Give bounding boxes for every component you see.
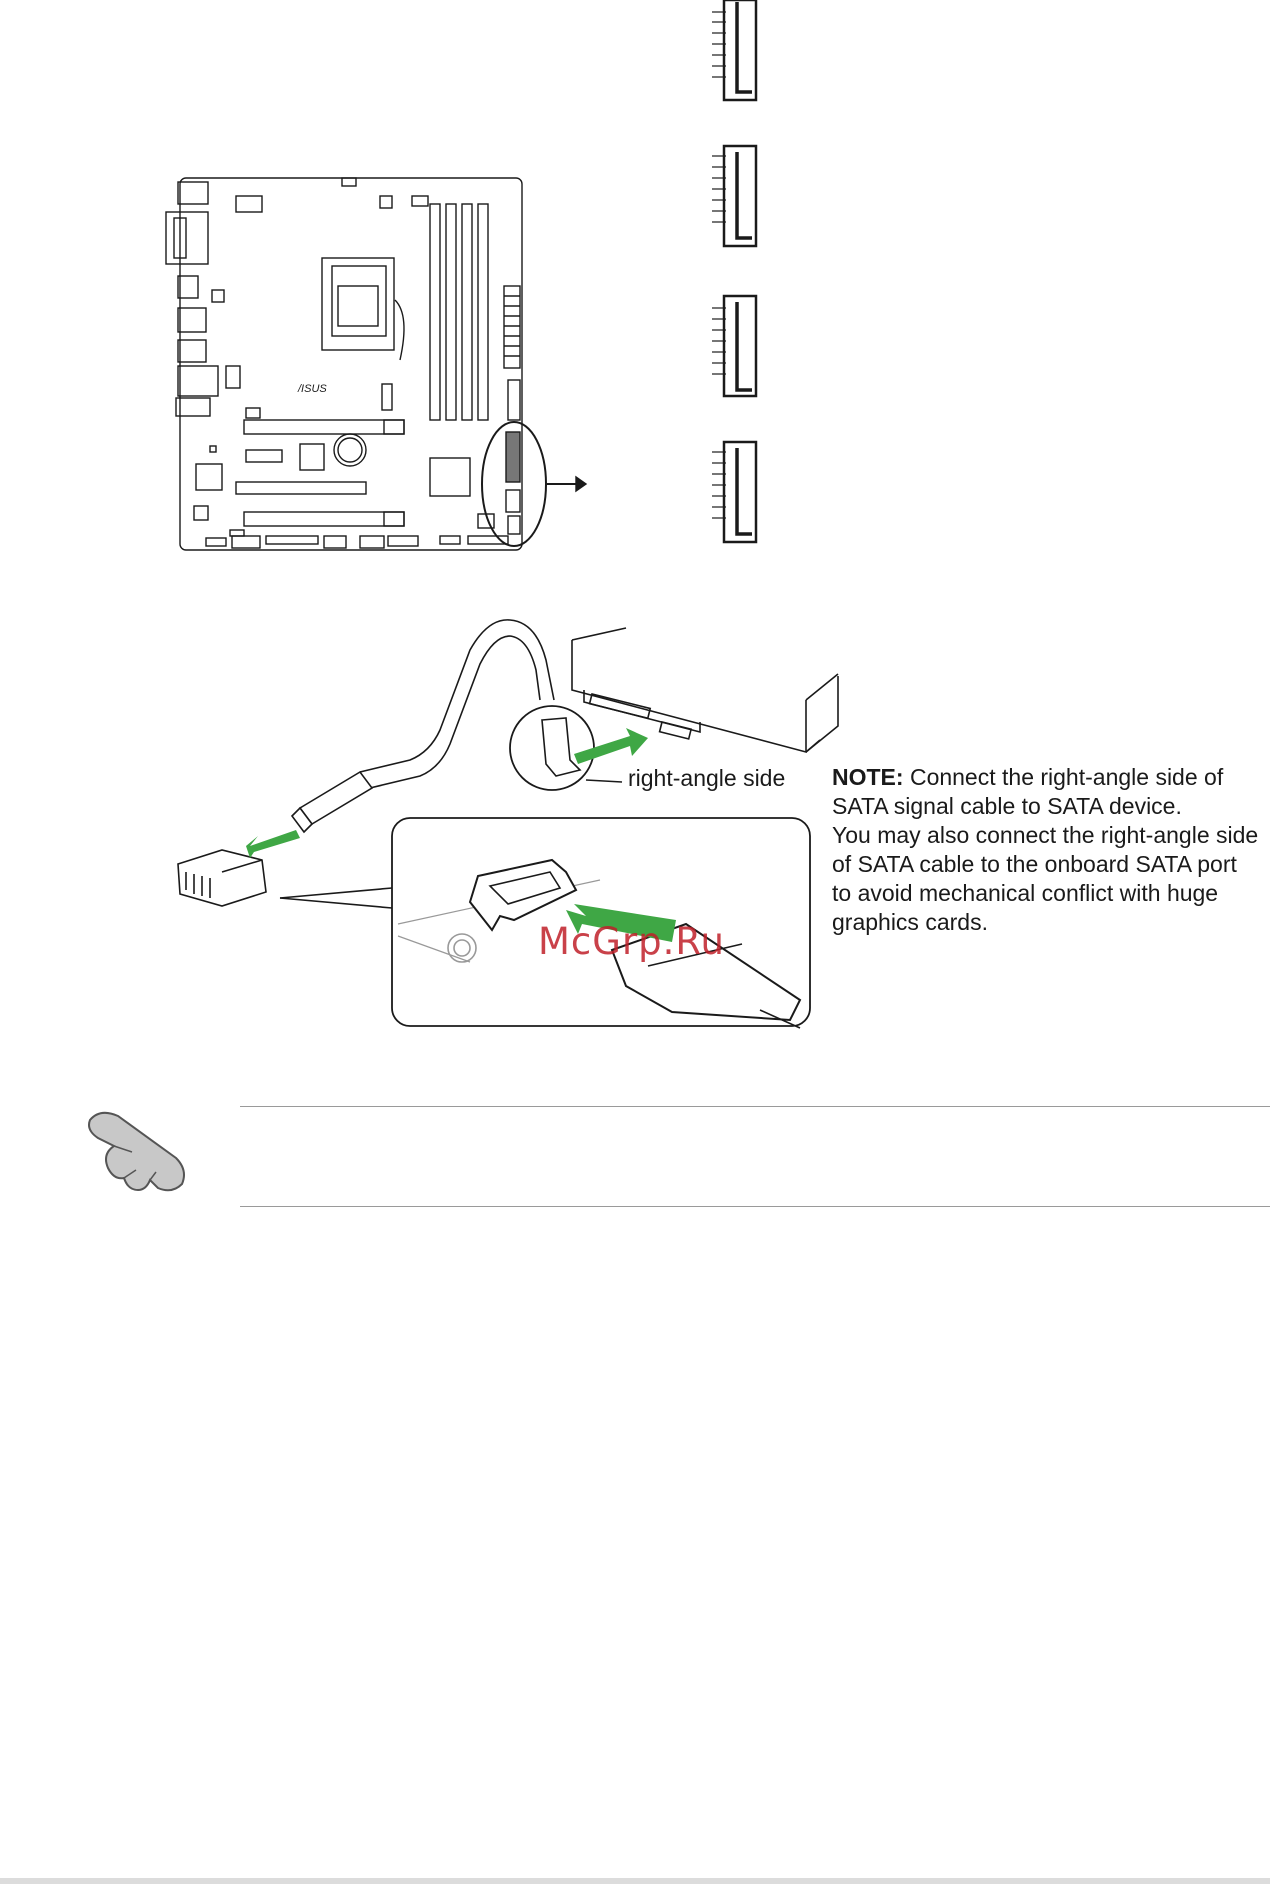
- sata-connector-pinouts: [712, 0, 756, 542]
- note-paragraph-1: [832, 763, 1262, 821]
- dimm-slot-3: [462, 204, 472, 420]
- note-line-1: Connect the right-angle side of SATA signal cable to SATA device.: [832, 764, 1224, 819]
- sata-port-diagram-3: [712, 296, 756, 396]
- pcie-x16-slot-1: [244, 420, 404, 434]
- watermark: McGrp.Ru: [538, 920, 725, 963]
- hand-warning-icon: [89, 1113, 184, 1190]
- sata-port-diagram-1: [712, 0, 756, 100]
- caution-box: [240, 1106, 1270, 1207]
- motherboard-layout: [166, 178, 586, 550]
- dimm-slot-2: [446, 204, 456, 420]
- dimm-slot-1: [430, 204, 440, 420]
- sata-port-diagram-2: [712, 146, 756, 246]
- pcie-x1-slot: [236, 482, 366, 494]
- onboard-sata-block: [506, 432, 520, 482]
- note-paragraph-2: You may also connect the right-angle side of SATA cable to the onboard SATA port to avoid mechanical conflict with huge graphics cards.: [832, 822, 1259, 935]
- arrow-to-drive-icon: [574, 728, 648, 764]
- asus-logo: /ISUS: [298, 383, 327, 395]
- note-text: [832, 763, 1262, 937]
- sata-cable-illustration: [178, 620, 838, 1028]
- cmos-battery: [334, 434, 366, 466]
- chipset: [430, 458, 470, 496]
- pointer-arrow-icon: [576, 477, 586, 491]
- dimm-slot-4: [478, 204, 488, 420]
- sata-cable: [360, 620, 554, 772]
- arrow-to-board-icon: [246, 830, 300, 858]
- note-lead: NOTE:: [832, 764, 904, 790]
- hard-drive: [572, 628, 838, 752]
- sata-port-diagram-4: [712, 442, 756, 542]
- right-angle-side-label: right-angle side: [628, 765, 786, 791]
- pcie-x16-slot-2: [244, 512, 404, 526]
- footer-bar: [0, 1878, 1270, 1884]
